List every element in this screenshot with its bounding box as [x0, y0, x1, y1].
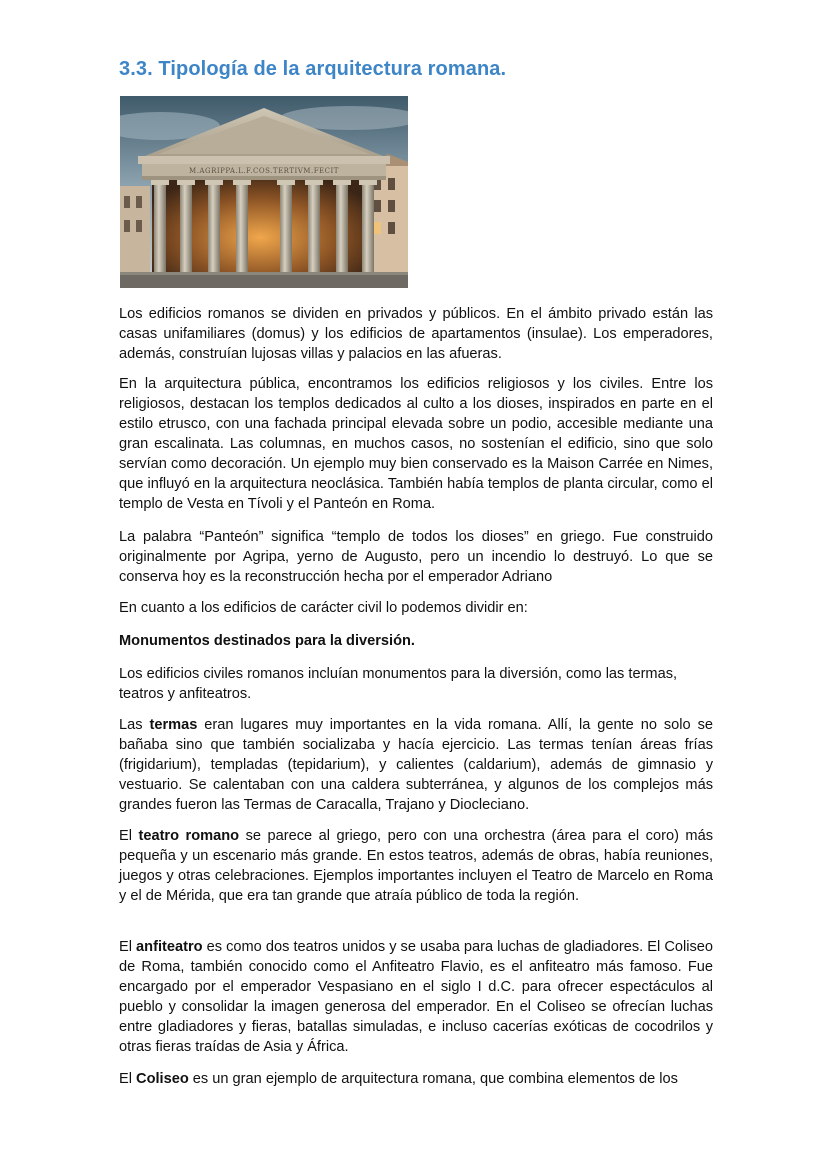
section-heading: 3.3. Tipología de la arquitectura romana.	[119, 58, 507, 80]
paragraph-civil-monuments: Los edificios civiles romanos incluían monumentos para la diversión, como las termas, teatros y anfiteatros.	[119, 666, 678, 702]
term-coliseo: Coliseo	[136, 1071, 189, 1087]
paragraph-private-public: Los edificios romanos se dividen en privados y públicos. En el ámbito privado están las casas unifamiliares (domus) y los edificios de apartamentos (insulae). Los emperadores, además, construían lujosas villas y palacios en las afueras.	[119, 306, 713, 362]
term-anfiteatro: anfiteatro	[136, 939, 203, 955]
paragraph-teatro: El teatro romano se parece al griego, pero con una orchestra (área para el coro) más pequeña y un escenario más grande. En estos teatros, además de obras, había reuniones, juegos y otras celebraciones. Ejemplos importantes incluyen el Teatro de Marcelo en Roma y el de Mérida, que era tan grande que atraía público de toda la región.	[119, 828, 714, 904]
pantheon-photo	[120, 96, 408, 288]
term-teatro-romano: teatro romano	[138, 828, 240, 844]
paragraph-panteon: La palabra “Panteón” significa “templo de todos los dioses” en griego. Fue construido originalmente por Agripa, yerno de Augusto, pero un incendio lo destruyó. Lo que se conserva hoy es la reconstrucción hecha por el emperador Adriano	[119, 529, 713, 585]
paragraph-public-architecture: En la arquitectura pública, encontramos los edificios religiosos y los civiles. Entre los religiosos, destacan los templos dedicados al culto a los dioses, inspirados en parte en el estilo etrusco, con una fachada principal elevada sobre un podio, accesible mediante una gran escalinata. Las columnas, en muchos casos, no sostenían el edificio, sino que solo servían como decoración. Un ejemplo muy bien conservado es la Maison Carrée en Nimes, que influyó en la arquitectura neoclásica. También había templos de planta circular, como el templo de Vesta en Tívoli y el Panteón en Roma.	[119, 376, 713, 512]
pantheon-inscription: M.AGRIPPA.L.F.COS.TERTIVM.FECIT	[189, 167, 339, 175]
paragraph-coliseo: El Coliseo es un gran ejemplo de arquitectura romana, que combina elementos de los	[119, 1071, 678, 1087]
paragraph-civil-intro: En cuanto a los edificios de carácter civil lo podemos dividir en:	[119, 600, 528, 616]
term-termas: termas	[149, 717, 198, 733]
subheading-diversion: Monumentos destinados para la diversión.	[119, 633, 415, 649]
paragraph-termas: Las termas eran lugares muy importantes en la vida romana. Allí, la gente no solo se bañaba sino que también socializaba y hacía ejercicio. Las termas tenían áreas frías (frigidarium), templadas (tepidarium), y calientes (caldarium), además de gimnasio y vestuario. Se calentaban con una caldera subterránea, y algunos de los complejos más grandes fueron las Termas de Caracalla, Trajano y Diocleciano.	[119, 717, 713, 813]
paragraph-anfiteatro: El anfiteatro es como dos teatros unidos y se usaba para luchas de gladiadores. El Coliseo de Roma, también conocido como el Anfiteatro Flavio, es el anfiteatro más famoso. Fue encargado por el emperador Vespasiano en el siglo I d.C. para ofrecer espectáculos al pueblo y consolidar la imagen generosa del emperador. En el Coliseo se ofrecían luchas entre gladiadores y fieras, batallas simuladas, e incluso cacerías exóticas de cocodrilos y otras fieras traídas de Asia y África.	[119, 939, 713, 1055]
